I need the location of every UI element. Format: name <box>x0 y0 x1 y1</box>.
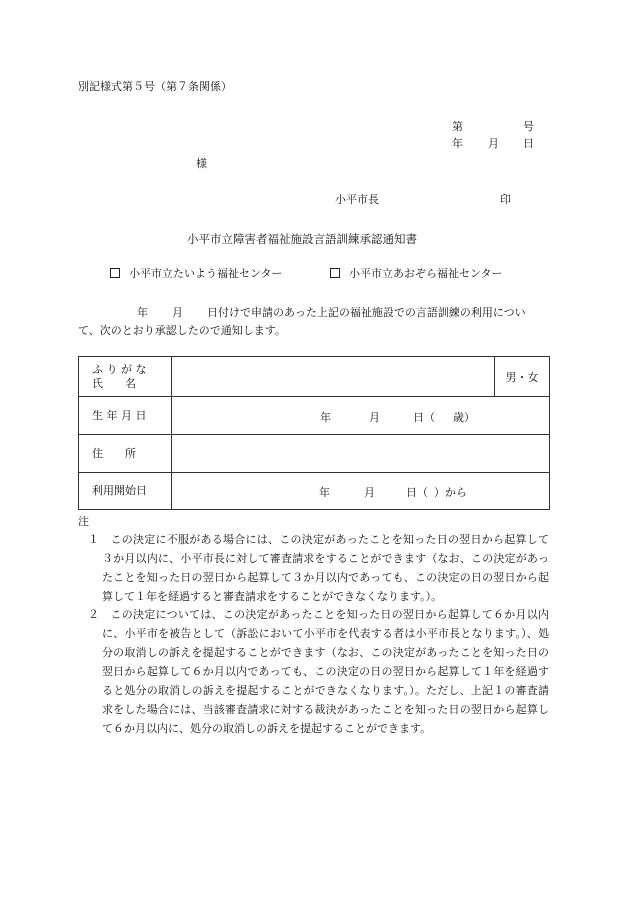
facility-option-2 <box>330 267 503 281</box>
address-label: 住 所 <box>92 446 136 460</box>
birth-month: 月 <box>369 410 380 424</box>
sex-cell: 男・女 <box>495 357 550 397</box>
start-label: 利用開始日 <box>92 484 147 497</box>
checkbox-icon <box>110 268 120 278</box>
facility-label-1: 小平市立たいよう福祉センター <box>129 267 283 280</box>
facility-label-2: 小平市立あおぞら福祉センター <box>349 267 503 280</box>
start-year: 年 <box>319 486 330 499</box>
date-year: 年 <box>452 137 463 150</box>
address-value-cell <box>172 435 550 473</box>
date-month: 月 <box>488 137 499 150</box>
note-item-1: １ この決定に不服がある場合には、この決定があったことを知った日の翌日から起算して３か月以内に、小平市長に対して審査請求をすることができます（なお、この決定があったことを知った日の翌日から起算して３か月以内であっても、この決定の日の翌日から起算して１年を経過すると審査請求をすることができなくなります。）。 <box>88 533 549 603</box>
applicant-table <box>78 356 550 510</box>
birth-label-cell <box>79 397 172 435</box>
start-row <box>79 473 550 510</box>
name-row <box>79 357 550 397</box>
number-suffix: 号 <box>523 120 534 133</box>
birth-value-cell <box>172 397 550 435</box>
start-label-cell <box>79 473 172 510</box>
date-day: 日 <box>523 137 534 150</box>
number-prefix: 第 <box>452 120 463 133</box>
notes-heading: 注 <box>78 515 89 528</box>
intro-line1: 日付けで申請のあった上記の福祉施設での言語訓練の利用につい <box>207 306 526 319</box>
birth-day: 日（ <box>413 410 435 424</box>
birth-year: 年 <box>320 410 331 424</box>
facility-option-1 <box>110 267 283 281</box>
intro-month: 月 <box>172 306 183 319</box>
issuer: 小平市長 <box>335 193 379 206</box>
seal-mark: 印 <box>500 193 511 206</box>
start-month: 月 <box>364 486 375 499</box>
start-day: 日（ <box>406 486 428 499</box>
start-value-cell <box>172 473 550 510</box>
birth-row <box>79 397 550 435</box>
document-title: 小平市立障害者福祉施設言語訓練承認通知書 <box>187 232 417 246</box>
intro-year: 年 <box>137 306 148 319</box>
furigana-label: ふ り が な <box>92 362 147 376</box>
start-end: ）から <box>434 486 467 499</box>
address-row <box>79 435 550 473</box>
birth-label: 生 年 月 日 <box>92 408 147 422</box>
birth-age: 歳） <box>453 410 475 424</box>
addressee-suffix: 様 <box>196 157 207 170</box>
name-label-cell <box>79 357 172 397</box>
name-label: 氏 名 <box>92 376 136 390</box>
intro-line2: て、次のとおり承認したので通知します。 <box>78 324 286 337</box>
form-id: 別記様式第５号（第７条関係） <box>78 80 232 93</box>
name-value-cell <box>172 357 495 397</box>
checkbox-icon <box>330 268 340 278</box>
note-item-2: ２ この決定については、この決定があったことを知った日の翌日から起算して６か月以内に、小平市を被告として（訴訟において小平市を代表する者は小平市長となります。）、処分の取消しの訴えを提起することができます（なお、この決定があったことを知った日の翌日から起算して６か月以内であっても、この決定の日の翌日から起算して１年を経過すると処分の取消しの訴えを提起することができなくなります。）。ただし、上記１の審査請求をした場合には、当該審査請求に対する裁決があったことを知った日の翌日から起算して６か月以内に、処分の取消しの訴えを提起することができます。 <box>88 608 549 735</box>
address-label-cell <box>79 435 172 473</box>
